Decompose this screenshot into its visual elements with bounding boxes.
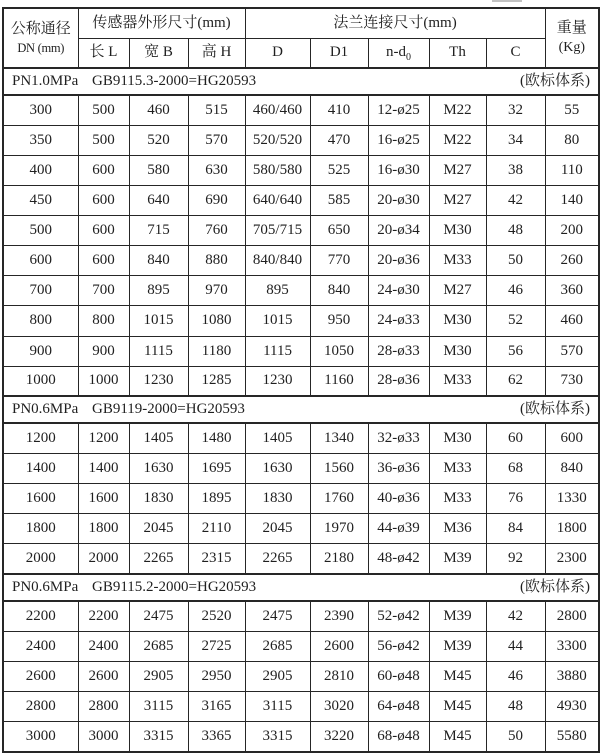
section-standard-label: GB9115.3-2000=HG20593 <box>92 72 257 89</box>
cell-width-b: 2905 <box>129 661 188 691</box>
section-region-label: (欧标体系) <box>520 72 591 89</box>
cell-d: 580/580 <box>245 155 310 185</box>
cell-d1: 470 <box>310 125 368 155</box>
cropped-text-artifact <box>492 0 522 2</box>
cell-c: 42 <box>486 601 545 631</box>
cell-width-b: 460 <box>129 95 188 125</box>
cell-n-d0: 64-ø48 <box>368 692 429 722</box>
cell-d1: 1050 <box>310 336 368 366</box>
cell-d1: 1760 <box>310 484 368 514</box>
col-header-n-d0 <box>368 38 429 68</box>
cell-th: M39 <box>429 631 486 661</box>
cell-weight: 260 <box>545 246 599 276</box>
cell-d: 1015 <box>245 306 310 336</box>
cell-n-d0: 48-ø42 <box>368 544 429 574</box>
cell-th: M22 <box>429 125 486 155</box>
cell-weight: 80 <box>545 125 599 155</box>
cell-d: 2265 <box>245 544 310 574</box>
dn-unit: DN (mm) <box>17 40 65 55</box>
cell-dn: 600 <box>3 246 78 276</box>
cell-d1: 3020 <box>310 692 368 722</box>
section-pressure-label: PN0.6MPa <box>12 401 79 418</box>
cell-th: M27 <box>429 276 486 306</box>
cell-height-h: 1480 <box>188 423 245 453</box>
cell-dn: 1000 <box>3 366 78 396</box>
cell-length-l: 2000 <box>78 544 129 574</box>
cell-length-l: 600 <box>78 246 129 276</box>
cell-weight: 3300 <box>545 631 599 661</box>
cell-dn: 2400 <box>3 631 78 661</box>
cell-height-h: 1080 <box>188 306 245 336</box>
cell-dn: 400 <box>3 155 78 185</box>
cell-d1: 650 <box>310 216 368 246</box>
cell-length-l: 700 <box>78 276 129 306</box>
cell-length-l: 600 <box>78 216 129 246</box>
cell-th: M39 <box>429 544 486 574</box>
table-header <box>3 8 599 68</box>
cell-weight: 360 <box>545 276 599 306</box>
cell-d: 2905 <box>245 661 310 691</box>
section-header-row <box>3 396 599 423</box>
cell-height-h: 570 <box>188 125 245 155</box>
cell-width-b: 715 <box>129 216 188 246</box>
cell-height-h: 1895 <box>188 484 245 514</box>
cell-th: M30 <box>429 423 486 453</box>
cell-d1: 3220 <box>310 722 368 752</box>
cell-width-b: 580 <box>129 155 188 185</box>
cell-length-l: 2600 <box>78 661 129 691</box>
cell-n-d0: 12-ø25 <box>368 95 429 125</box>
col-header-dn <box>3 8 78 68</box>
cell-n-d0: 32-ø33 <box>368 423 429 453</box>
cell-weight: 2800 <box>545 601 599 631</box>
cell-d: 1630 <box>245 454 310 484</box>
col-header-c: C <box>486 38 545 68</box>
cell-n-d0: 20-ø30 <box>368 185 429 215</box>
cell-length-l: 2400 <box>78 631 129 661</box>
cell-width-b: 2265 <box>129 544 188 574</box>
cell-width-b: 895 <box>129 276 188 306</box>
cell-d1: 1340 <box>310 423 368 453</box>
cell-width-b: 1015 <box>129 306 188 336</box>
cell-dn: 300 <box>3 95 78 125</box>
cell-dn: 2200 <box>3 601 78 631</box>
table-row <box>3 155 599 185</box>
cell-n-d0: 40-ø36 <box>368 484 429 514</box>
cell-th: M30 <box>429 306 486 336</box>
section-region-label: (欧标体系) <box>520 401 591 418</box>
cell-length-l: 500 <box>78 125 129 155</box>
section-standard-label: GB9115.2-2000=HG20593 <box>92 579 257 596</box>
cell-height-h: 2520 <box>188 601 245 631</box>
cell-d1: 2810 <box>310 661 368 691</box>
cell-height-h: 760 <box>188 216 245 246</box>
cell-n-d0: 16-ø30 <box>368 155 429 185</box>
cell-height-h: 2950 <box>188 661 245 691</box>
cell-height-h: 3365 <box>188 722 245 752</box>
cell-height-h: 1695 <box>188 454 245 484</box>
cell-dn: 900 <box>3 336 78 366</box>
cell-dn: 450 <box>3 185 78 215</box>
cell-d1: 1970 <box>310 514 368 544</box>
cell-d: 3315 <box>245 722 310 752</box>
table-row <box>3 246 599 276</box>
col-header-d1: D1 <box>310 38 368 68</box>
cell-d1: 770 <box>310 246 368 276</box>
cell-dn: 1600 <box>3 484 78 514</box>
cell-dn: 350 <box>3 125 78 155</box>
cell-height-h: 1180 <box>188 336 245 366</box>
cell-height-h: 2725 <box>188 631 245 661</box>
cell-c: 32 <box>486 95 545 125</box>
weight-unit: (Kg) <box>558 40 586 56</box>
table-row <box>3 544 599 574</box>
cell-width-b: 1630 <box>129 454 188 484</box>
cell-dn: 1200 <box>3 423 78 453</box>
cell-dn: 2600 <box>3 661 78 691</box>
cell-length-l: 1600 <box>78 484 129 514</box>
cell-th: M33 <box>429 454 486 484</box>
cell-th: M45 <box>429 661 486 691</box>
cell-n-d0: 20-ø36 <box>368 246 429 276</box>
cell-n-d0: 24-ø33 <box>368 306 429 336</box>
cell-width-b: 1830 <box>129 484 188 514</box>
col-header-d: D <box>245 38 310 68</box>
cell-dn: 500 <box>3 216 78 246</box>
cell-length-l: 600 <box>78 155 129 185</box>
cell-c: 50 <box>486 246 545 276</box>
cell-length-l: 1000 <box>78 366 129 396</box>
cell-weight: 140 <box>545 185 599 215</box>
cell-d: 705/715 <box>245 216 310 246</box>
cell-length-l: 2200 <box>78 601 129 631</box>
cell-n-d0: 52-ø42 <box>368 601 429 631</box>
table-row <box>3 366 599 396</box>
cell-weight: 600 <box>545 423 599 453</box>
cell-th: M36 <box>429 514 486 544</box>
cell-d1: 525 <box>310 155 368 185</box>
section-pressure-label: PN1.0MPa <box>12 72 79 89</box>
table-row <box>3 125 599 155</box>
flange-dimension-table <box>2 7 600 753</box>
cell-length-l: 600 <box>78 185 129 215</box>
table-row <box>3 306 599 336</box>
cell-c: 38 <box>486 155 545 185</box>
cell-th: M30 <box>429 216 486 246</box>
cell-width-b: 840 <box>129 246 188 276</box>
cell-weight: 55 <box>545 95 599 125</box>
cell-d1: 585 <box>310 185 368 215</box>
cell-dn: 1800 <box>3 514 78 544</box>
cell-width-b: 3115 <box>129 692 188 722</box>
cell-c: 68 <box>486 454 545 484</box>
table-row <box>3 336 599 366</box>
section-region-label: (欧标体系) <box>520 579 591 596</box>
cell-c: 92 <box>486 544 545 574</box>
table-row <box>3 454 599 484</box>
cell-height-h: 630 <box>188 155 245 185</box>
header-row-groups <box>3 8 599 38</box>
cell-n-d0: 20-ø34 <box>368 216 429 246</box>
col-header-height-h: 高 H <box>188 38 245 68</box>
cell-c: 46 <box>486 661 545 691</box>
cell-c: 50 <box>486 722 545 752</box>
cell-n-d0: 60-ø48 <box>368 661 429 691</box>
cell-length-l: 900 <box>78 336 129 366</box>
cell-d: 1230 <box>245 366 310 396</box>
cell-c: 60 <box>486 423 545 453</box>
cell-height-h: 1285 <box>188 366 245 396</box>
cell-height-h: 2110 <box>188 514 245 544</box>
cell-c: 48 <box>486 692 545 722</box>
cell-d: 895 <box>245 276 310 306</box>
cell-c: 34 <box>486 125 545 155</box>
col-header-width-b: 宽 B <box>129 38 188 68</box>
col-group-sensor-dimensions: 传感器外形尺寸(mm) <box>78 8 245 38</box>
cell-n-d0: 28-ø33 <box>368 336 429 366</box>
col-group-flange-dimensions: 法兰连接尺寸(mm) <box>245 8 545 38</box>
cell-dn: 3000 <box>3 722 78 752</box>
weight-title: 重量 <box>556 19 587 36</box>
cell-width-b: 2045 <box>129 514 188 544</box>
table-row <box>3 661 599 691</box>
table-row <box>3 484 599 514</box>
cell-height-h: 690 <box>188 185 245 215</box>
cell-c: 44 <box>486 631 545 661</box>
table-row <box>3 722 599 752</box>
cell-c: 42 <box>486 185 545 215</box>
cell-th: M22 <box>429 95 486 125</box>
cell-width-b: 1405 <box>129 423 188 453</box>
table-row <box>3 185 599 215</box>
cell-d: 520/520 <box>245 125 310 155</box>
section-header-cell <box>3 68 599 95</box>
section-header-row <box>3 574 599 601</box>
table-row <box>3 631 599 661</box>
cell-weight: 2300 <box>545 544 599 574</box>
cell-weight: 4930 <box>545 692 599 722</box>
cell-weight: 1330 <box>545 484 599 514</box>
cell-n-d0: 28-ø36 <box>368 366 429 396</box>
cell-th: M33 <box>429 484 486 514</box>
cell-height-h: 3165 <box>188 692 245 722</box>
cell-c: 62 <box>486 366 545 396</box>
n-d0-subscript: 0 <box>406 52 412 64</box>
cell-height-h: 515 <box>188 95 245 125</box>
cell-d: 1830 <box>245 484 310 514</box>
cell-n-d0: 44-ø39 <box>368 514 429 544</box>
cell-width-b: 1230 <box>129 366 188 396</box>
table-body <box>3 68 599 752</box>
cell-weight: 570 <box>545 336 599 366</box>
cell-weight: 730 <box>545 366 599 396</box>
n-d0-prefix: n-d <box>386 44 407 61</box>
cell-d: 840/840 <box>245 246 310 276</box>
cell-length-l: 800 <box>78 306 129 336</box>
cell-height-h: 2315 <box>188 544 245 574</box>
section-header-cell <box>3 396 599 423</box>
cell-th: M27 <box>429 155 486 185</box>
cell-th: M33 <box>429 246 486 276</box>
cell-n-d0: 24-ø30 <box>368 276 429 306</box>
cell-weight: 3880 <box>545 661 599 691</box>
cell-d: 3115 <box>245 692 310 722</box>
cell-d1: 840 <box>310 276 368 306</box>
cell-d: 460/460 <box>245 95 310 125</box>
col-header-length-l: 长 L <box>78 38 129 68</box>
cell-width-b: 1115 <box>129 336 188 366</box>
cell-dn: 2000 <box>3 544 78 574</box>
cell-length-l: 500 <box>78 95 129 125</box>
cell-n-d0: 68-ø48 <box>368 722 429 752</box>
cell-c: 56 <box>486 336 545 366</box>
header-row-columns <box>3 38 599 68</box>
cell-dn: 1400 <box>3 454 78 484</box>
cell-th: M33 <box>429 366 486 396</box>
cell-th: M45 <box>429 692 486 722</box>
cell-d: 2475 <box>245 601 310 631</box>
cell-weight: 110 <box>545 155 599 185</box>
cell-th: M45 <box>429 722 486 752</box>
cell-d1: 2600 <box>310 631 368 661</box>
cell-th: M27 <box>429 185 486 215</box>
cell-d: 640/640 <box>245 185 310 215</box>
cell-length-l: 1800 <box>78 514 129 544</box>
cell-n-d0: 36-ø36 <box>368 454 429 484</box>
section-standard-label: GB9119-2000=HG20593 <box>92 401 245 418</box>
cell-c: 76 <box>486 484 545 514</box>
cell-d: 1405 <box>245 423 310 453</box>
cell-height-h: 880 <box>188 246 245 276</box>
cell-length-l: 3000 <box>78 722 129 752</box>
cell-weight: 460 <box>545 306 599 336</box>
cell-width-b: 3315 <box>129 722 188 752</box>
cell-th: M39 <box>429 601 486 631</box>
dn-title: 公称通径 <box>10 20 71 37</box>
cell-dn: 2800 <box>3 692 78 722</box>
cell-d: 2685 <box>245 631 310 661</box>
cell-n-d0: 16-ø25 <box>368 125 429 155</box>
col-header-weight <box>545 8 599 68</box>
cell-width-b: 2685 <box>129 631 188 661</box>
cell-c: 52 <box>486 306 545 336</box>
cell-weight: 200 <box>545 216 599 246</box>
cell-d1: 1560 <box>310 454 368 484</box>
table-row <box>3 276 599 306</box>
cell-dn: 800 <box>3 306 78 336</box>
cell-n-d0: 56-ø42 <box>368 631 429 661</box>
table-row <box>3 601 599 631</box>
cell-weight: 840 <box>545 454 599 484</box>
cell-width-b: 2475 <box>129 601 188 631</box>
cell-dn: 700 <box>3 276 78 306</box>
section-header-cell <box>3 574 599 601</box>
col-header-th: Th <box>429 38 486 68</box>
section-header-row <box>3 68 599 95</box>
cell-weight: 1800 <box>545 514 599 544</box>
cell-d: 2045 <box>245 514 310 544</box>
cell-weight: 5580 <box>545 722 599 752</box>
cell-c: 46 <box>486 276 545 306</box>
cell-length-l: 1200 <box>78 423 129 453</box>
cell-length-l: 1400 <box>78 454 129 484</box>
cell-d1: 2180 <box>310 544 368 574</box>
cell-d1: 950 <box>310 306 368 336</box>
cell-d1: 1160 <box>310 366 368 396</box>
cell-height-h: 970 <box>188 276 245 306</box>
cell-width-b: 520 <box>129 125 188 155</box>
table-row <box>3 692 599 722</box>
table-row <box>3 423 599 453</box>
section-pressure-label: PN0.6MPa <box>12 579 79 596</box>
cell-d1: 410 <box>310 95 368 125</box>
cell-c: 84 <box>486 514 545 544</box>
table-row <box>3 95 599 125</box>
cell-width-b: 640 <box>129 185 188 215</box>
cell-c: 48 <box>486 216 545 246</box>
cell-d1: 2390 <box>310 601 368 631</box>
table-row <box>3 216 599 246</box>
cell-th: M30 <box>429 336 486 366</box>
table-row <box>3 514 599 544</box>
cell-d: 1115 <box>245 336 310 366</box>
cell-length-l: 2800 <box>78 692 129 722</box>
